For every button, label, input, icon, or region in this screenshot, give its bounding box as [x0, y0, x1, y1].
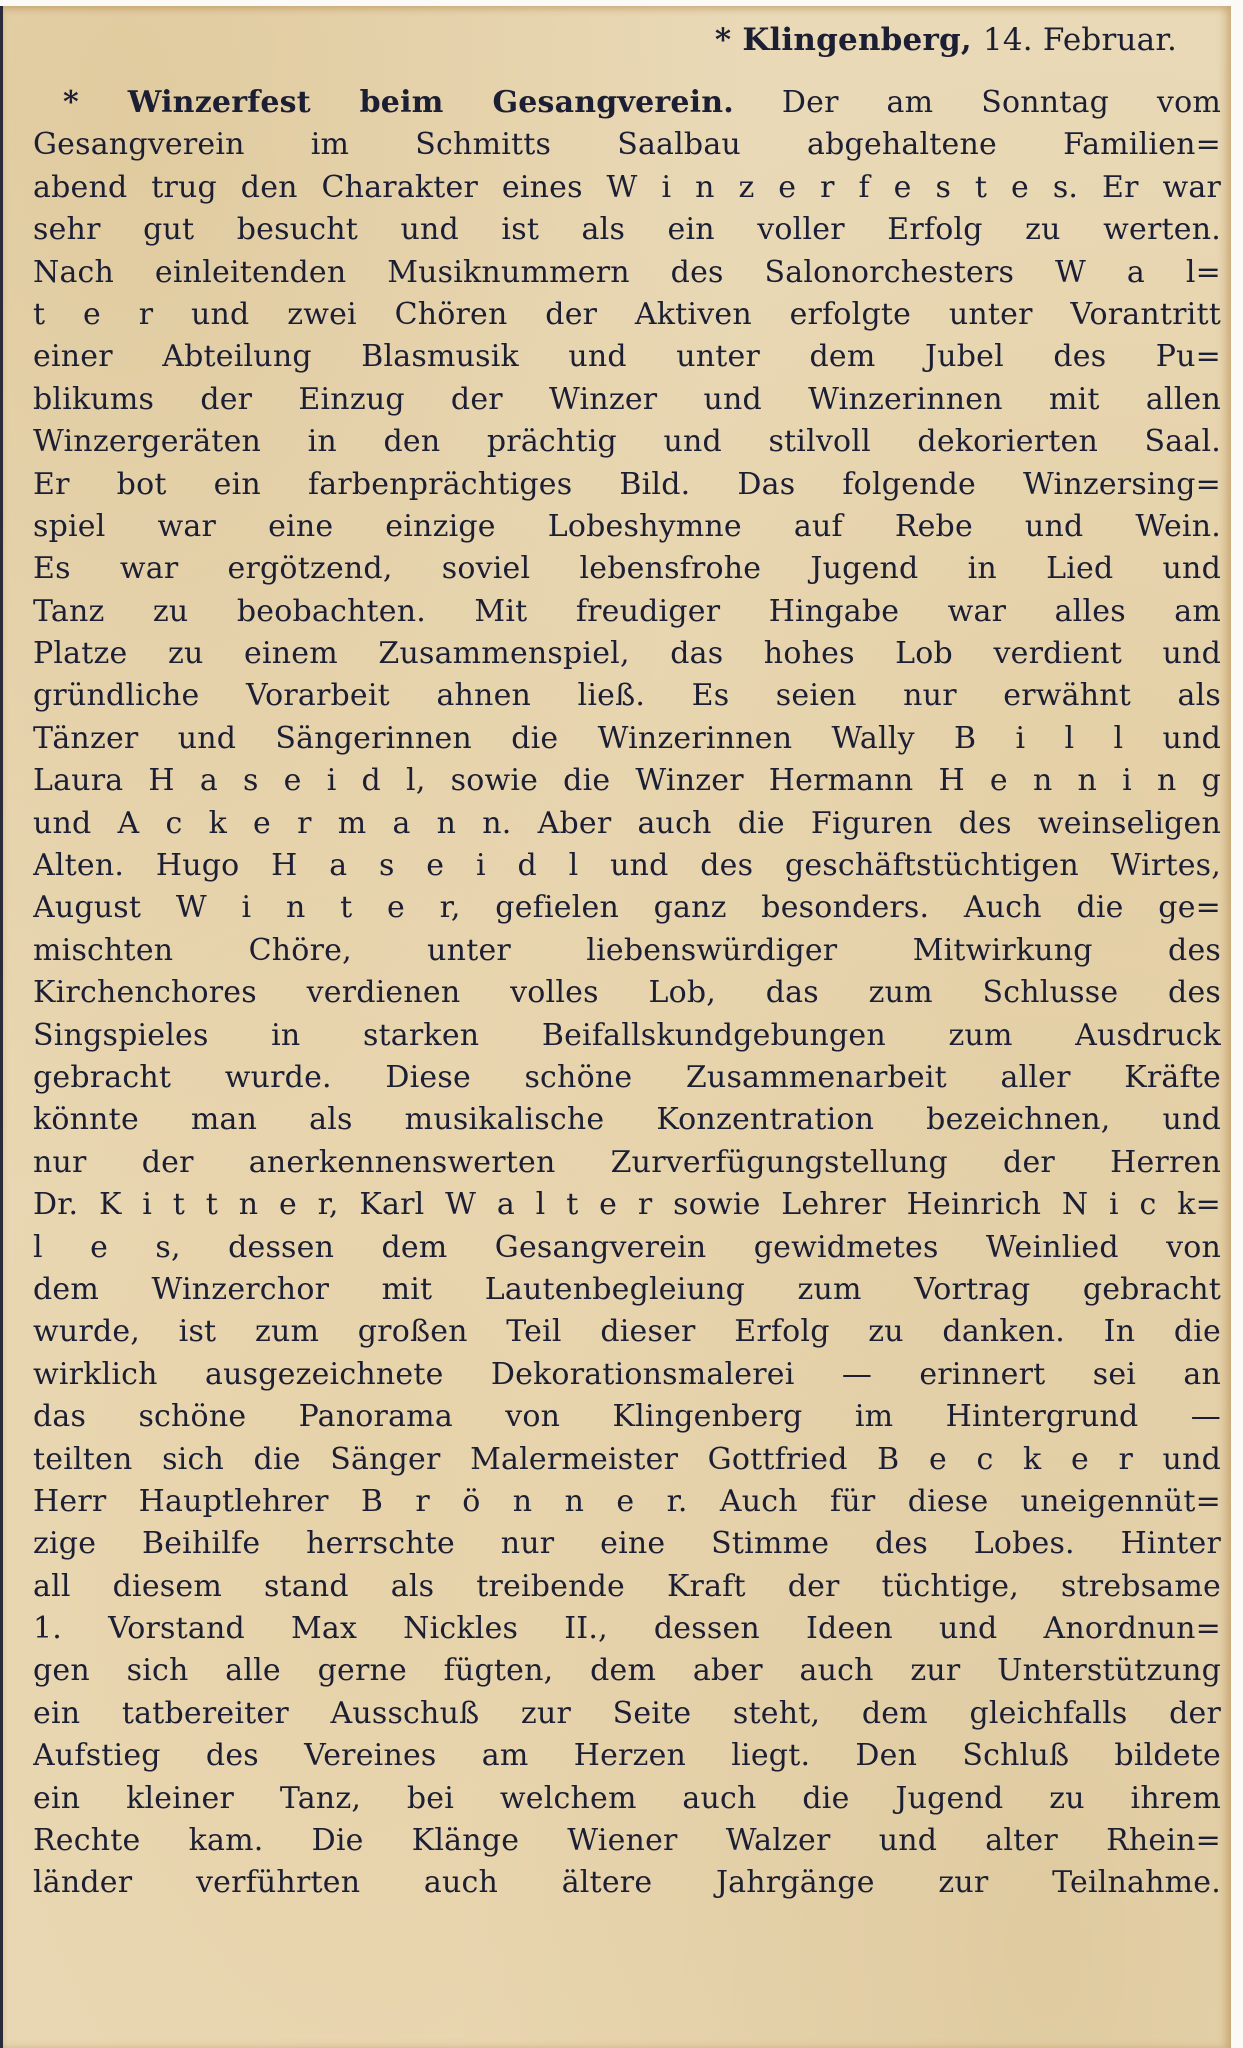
- article-line: Winzergeräten in den prächtig und stilvoll dekorierten Saal.: [33, 424, 1221, 460]
- article-line: t e r und zwei Chören der Aktiven erfolgte unter Vorantritt: [33, 296, 1221, 332]
- article-line: Kirchenchores verdienen volles Lob, das zum Schlusse des: [33, 975, 1221, 1011]
- article-line: mischten Chöre, unter liebenswürdiger Mitwirkung des: [33, 932, 1221, 968]
- article-headline: * Winzerfest beim Gesangverein.: [63, 85, 734, 120]
- article-line: Gesangverein im Schmitts Saalbau abgehaltene Familien=: [33, 127, 1221, 163]
- article-line: Dr. K i t t n e r, Karl W a l t e r sowie Lehrer Heinrich N i c k=: [33, 1187, 1221, 1223]
- article-line: das schöne Panorama von Klingenberg im Hintergrund —: [33, 1399, 1221, 1435]
- newspaper-clipping: [0, 6, 1231, 2048]
- article-line: Er bot ein farbenprächtiges Bild. Das folgende Winzersing=: [33, 466, 1221, 502]
- article-line: Laura H a s e i d l, sowie die Winzer Hermann H e n n i n g: [33, 763, 1221, 799]
- article-body: [33, 82, 1221, 1905]
- article-line: und A c k e r m a n n. Aber auch die Figuren des weinseligen: [33, 805, 1221, 841]
- article-line: August W i n t e r, gefielen ganz besonders. Auch die ge=: [33, 890, 1221, 926]
- article-line: gründliche Vorarbeit ahnen ließ. Es seien nur erwähnt als: [33, 678, 1221, 714]
- article-line: sehr gut besucht und ist als ein voller Erfolg zu werten.: [33, 212, 1221, 248]
- article-line: Platze zu einem Zusammenspiel, das hohes Lob verdient und: [33, 636, 1221, 672]
- dateline-comma: ,: [960, 22, 983, 58]
- article-line-text: Der am Sonntag vom: [733, 85, 1221, 120]
- article-line: Tanz zu beobachten. Mit freudiger Hingabe war alles am: [33, 593, 1221, 629]
- dateline-marker: *: [714, 22, 732, 58]
- article-line-1: [33, 82, 1221, 124]
- article-line: Herr Hauptlehrer B r ö n n e r. Auch für diese uneigennüt=: [33, 1483, 1221, 1519]
- article-line: Tänzer und Sängerinnen die Winzerinnen Wally B i l l und: [33, 720, 1221, 756]
- dateline-date: 14. Februar.: [982, 22, 1177, 58]
- article-line: blikums der Einzug der Winzer und Winzerinnen mit allen: [33, 381, 1221, 417]
- article-line: Nach einleitenden Musiknummern des Salonorchesters W a l=: [33, 254, 1221, 290]
- article-line: Rechte kam. Die Klänge Wiener Walzer und alter Rhein=: [33, 1823, 1221, 1859]
- article-line: Es war ergötzend, soviel lebensfrohe Jugend in Lied und: [33, 551, 1221, 587]
- article-line: nur der anerkennenswerten Zurverfügungstellung der Herren: [33, 1144, 1221, 1180]
- article-line: teilten sich die Sänger Malermeister Gottfried B e c k e r und: [33, 1441, 1221, 1477]
- article-line: ein tatbereiter Ausschuß zur Seite steht, dem gleichfalls der: [33, 1695, 1221, 1731]
- article-line: einer Abteilung Blasmusik und unter dem Jubel des Pu=: [33, 339, 1221, 375]
- article-line: ein kleiner Tanz, bei welchem auch die Jugend zu ihrem: [33, 1780, 1221, 1816]
- article-line: wurde, ist zum großen Teil dieser Erfolg zu danken. In die: [33, 1314, 1221, 1350]
- article-line: abend trug den Charakter eines W i n z e r f e s t e s. Er war: [33, 169, 1221, 205]
- article-line: spiel war eine einzige Lobeshymne auf Rebe und Wein.: [33, 508, 1221, 544]
- dateline: [715, 22, 1177, 58]
- article-line: wirklich ausgezeichnete Dekorationsmalerei — erinnert sei an: [33, 1356, 1221, 1392]
- article-line: Aufstieg des Vereines am Herzen liegt. Den Schluß bildete: [33, 1738, 1221, 1774]
- article-line: Alten. Hugo H a s e i d l und des geschäftstüchtigen Wirtes,: [33, 848, 1221, 884]
- article-line: all diesem stand als treibende Kraft der tüchtige, strebsame: [33, 1568, 1221, 1604]
- article-line: l e s, dessen dem Gesangverein gewidmetes Weinlied von: [33, 1229, 1221, 1265]
- article-line: gen sich alle gerne fügten, dem aber auch zur Unterstützung: [33, 1653, 1221, 1689]
- article-line: könnte man als musikalische Konzentration bezeichnen, und: [33, 1102, 1221, 1138]
- article-line-last: länder verführten auch ältere Jahrgänge zur Teilnahme.: [33, 1865, 1221, 1901]
- article-line: Singspieles in starken Beifallskundgebungen zum Ausdruck: [33, 1017, 1221, 1053]
- dateline-place: Klingenberg: [742, 22, 961, 58]
- article-line: 1. Vorstand Max Nickles II., dessen Ideen und Anordnun=: [33, 1611, 1221, 1647]
- article-line: zige Beihilfe herrschte nur eine Stimme des Lobes. Hinter: [33, 1526, 1221, 1562]
- article-line: gebracht wurde. Diese schöne Zusammenarbeit aller Kräfte: [33, 1059, 1221, 1095]
- article-line: dem Winzerchor mit Lautenbegleiung zum Vortrag gebracht: [33, 1271, 1221, 1307]
